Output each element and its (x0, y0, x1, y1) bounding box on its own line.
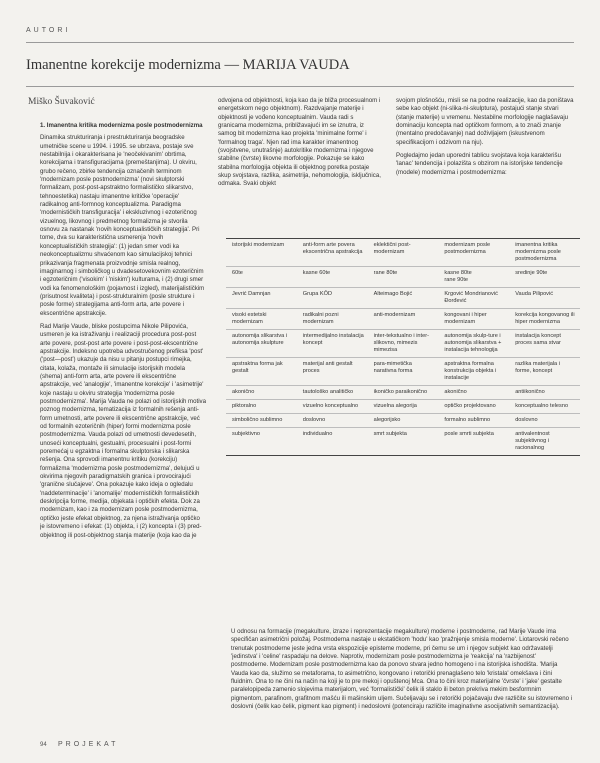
paragraph: U odnosu na formacije (megakulture, izraze i reprezentacije megakulture) moderne i postmoderne, rad Marije Vaude ima specifičan asimetrični položaj. Postmoderna nastaje u ekstatičkom 'hodu' kao 'pražnjenje smisla moderne'. Liotarovski rečeno trenutak postmoderne jeste jedna vrsta ekspozicije episteme moderne, pri čemu se um i njegov subjekt kao održavatelji 'jedinstva' i 'celine' raspadaju na delove. Naprotiv, modernizam posle postmodernizma je 'reakcija' na 'razbijenost' postmoderne. Modernizam posle postmodernizma kao da ponovo stvara jedno homogeno i na istorijska ishodišta. 'Marija Vauda kao da, služimo se metaforama, to asimetrično, kongovano i retorički prenaglašeno telo 'kristala' omekšava i čini fluidnim. Ona to ne čini na način na koji je to pre mekoj i opuštenoj Mca. Ona to čini kroz materijalne 'čvrste' i 'jake' gestalte paralelopipeda zamenio slojevima materijalom, već 'formalistički' čelik ili staklo ili beton prekriva mekim besformnim pigmentom, parafinom, grafitnom mašću ili mašinskim uljem. Sučeljavaju se i retorički pojačavaju dve različite su istovremeno i doslovni (čelik kao čelik, pigment kao pigment) i nedoslovni (potenciraju različite imaginativne asocijativnih semantizacija). (231, 628, 573, 711)
table-cell: intermedijalno instalacija koncept (297, 330, 368, 358)
table-cell: konceptualno telesno (509, 400, 580, 414)
table-cell: imanentna kritika modernizma posle postmodernizma (509, 239, 580, 267)
table-cell: kasne 60te (297, 267, 368, 288)
table-cell: akonično (438, 386, 509, 400)
table-cell: optičko projektovano (438, 400, 509, 414)
paragraph: svojom plošnošću, misli se na podne realizacije, kao da poništava sebe kao objekt (ni-slika-ni-skulptura), postajući stanje stvari (stanje materije) u vremenu. Nestabilne morfologije naglašavaju dominaciju koncepta nad optičkom formom, a to znači znanje (mentalno predočavanje) nad doživljajem (iskustvenom specifikacijom i odzivom na nju). (396, 97, 574, 146)
article-title: Imanentne korekcije modernizma — MARIJA VAUDA (26, 57, 350, 73)
table-cell: tautološko analitičko (297, 386, 368, 400)
table-cell: Vauda Pilipović (509, 288, 580, 309)
column-1 (40, 122, 206, 707)
table-cell: Krgović Mondrianović Đorđević (438, 288, 509, 309)
table-cell: vizuelna alegorija (368, 400, 439, 414)
table-cell: smrt subjekta (368, 428, 439, 456)
paragraph: Pogledajmo jedan uporedni tablicu svojstava koja karakterišu 'lanac' tendencija i polazišta s obzirom na istorijske tendencije (modele) modernizma i postmodernizma: (396, 152, 563, 176)
table-cell: Jevrić Damnjan (226, 288, 297, 309)
table-cell: individualno (297, 428, 368, 456)
table-cell: istorijski modernizam (226, 239, 297, 267)
table-row (226, 358, 580, 386)
comparison-table (226, 238, 580, 456)
table-cell: antivalentnost subjektivnog i racionalnog (509, 428, 580, 456)
magazine-name: PROJEKAT (58, 741, 119, 748)
paragraph: odvojena od objektnosti, koja kao da je bliža procesualnom i energetskom nego objektnom). Razdvajanje materije i objektnosti je vođeno konceptualnim. Vauda radi s granicama modernizma, približavajući im se iznutra, iz samog bit modernizma kao projekta 'minimalne forme' i 'formalnog traga'. Njen rad ima karakter imanentnog (svojstvene, unutrašnje) autokritike modernizma i njegove stabilne (čvrste) likovne morfologije. Pokazuje se kako stabilna morfologija objekta ili objektnog poretka postaje skup svojstava, razlika, asimetrija, nehomologija, isključnica, odmaka. Svaki objekt (218, 97, 381, 188)
table-cell: akonično (226, 386, 297, 400)
section-heading: 1. Imanentna kritika modernizma posle postmodernizma (40, 122, 203, 129)
table-cell: visoki estetski modernizam (226, 309, 297, 330)
table-row (226, 288, 580, 309)
table-cell: radikalni pozni modernizam (297, 309, 368, 330)
table-cell: ikoničko paraikonično (368, 386, 439, 400)
table-cell: Grupa KÔD (297, 288, 368, 309)
table-cell: modernizam posle postmodernizma (438, 239, 509, 267)
table-cell: vizuelno konceptualno (297, 400, 368, 414)
table-cell: razlika materijala i forme, koncept (509, 358, 580, 386)
table-cell: apstraktna formalna konstrukcija objekta i instalacije (438, 358, 509, 386)
table-row (226, 386, 580, 400)
table-row (226, 414, 580, 428)
column-3 (396, 97, 574, 237)
table-row (226, 400, 580, 414)
table-cell: antiikonično (509, 386, 580, 400)
table-cell: rane 80te (368, 267, 439, 288)
table-row (226, 330, 580, 358)
table-cell: anti-form arte povera ekscentrična apstrakcija (297, 239, 368, 267)
table-cell: doslovno (297, 414, 368, 428)
table-cell: Alteimago Bojić (368, 288, 439, 309)
paragraph: Rad Marije Vaude, bliske postupcima Nikole Pilipovića, usmeren je ka istraživanju i realizaciji procedura post-post arte povere, post-post arte povere i post-post-ekscentrične apstrakcije. Indeksno upotreba udvostručenog prefiksa 'post' ('post—post') ukazuje da nisu u pitanju postupci rimejka, citata, kolaža, montaže ili simulacije istorijskih modela (shema) anti-form arta, arte povere ili ekscentrične apstrakcije, već 'analogije', 'imanentne korekcije' i 'asimetrije' koje nastaju u okviru strategija 'modernizma posle postmodernizma'. Marija Vauda ne polazi od istorijskih motiva poznog modernizma, tematizacija iz formalnih rešenja anti-form umetnosti, arte povere ili ekscentrične apstrakcije, već od formalnih ezoteričnih (hiper) formi modernizma posle postmodernizma. Vauda polazi od umetnosti devedesetih, unoseći konceptualni, gestualni, procesualni i post-formi poremećaj u egzaktna i formalna skulptorska i slikarska rešenja. Ona sprovodi imanentnu kritiku (korekciju) formalizma 'modernizma posle postmodernizma', delujući u okvirima njegovih paradigmatskih granica i provocirajući 'granične slučajeve'. Ona pokazuje kako ideja o ogledalu 'naddeterminacije' i 'anomalije' modernističkih formalističkih deskripcija forme, medija, objekata i optičkih efekta. Dok za modernizam, kao i za modernizam posle postmodernizma, optičko jeste efekat objektnog, za njena istraživanja optičko je istovremeno i efekat: (1) objekta, i (2) koncepta i (3) pred-objektnog ili post-objektnog stanja materije (koja kao da je (40, 322, 206, 539)
table-row (226, 267, 580, 288)
table-cell: instalacija koncept proces sama stvar (509, 330, 580, 358)
table-cell: kasne 80te rane 90te (438, 267, 509, 288)
table-cell: simbolično sublimno (226, 414, 297, 428)
header-rule (26, 42, 574, 43)
title-rule (26, 86, 574, 87)
table-cell: korekcija kongovanog ili hiper modernizma (509, 309, 580, 330)
table-cell: subjektivno (226, 428, 297, 456)
column-2 (218, 97, 381, 237)
table-cell: sredinje 90te (509, 267, 580, 288)
table-row (226, 309, 580, 330)
paragraph: Dinamika strukturiranja i prestrukturiranja beogradske umetničke scene u 1994. i 1995. se ubrzava, postaje sve nestabilnija i okarakterisana je 'neočekivanim' obrtima, korekcijama i transfiguracijama (premeštanjima). U okviru, grubo rečeno, zbirke tendencija označenih terminom 'modernizam posle postmodernizma' (novi skulptorski formalizam, post-post-apstraktno formalističko slikarstvo, tehnoestetika) nastaju imanentne kritičke 'operacije' radikalnog anti-formnog konceptualizma. Paradigma 'modernističkih transfiguracija' i ekskluzivnog i ezoteričnog vizuelnog, likovnog i predmetnog formalizma je stvorila osnovu za nastanak 'novih konceptualističkih strategija'. Pri tome, dva su karakteristična usmerenja 'novih konceptualističkih strategija': (1) jedan smer vodi ka neokonceptualizmu shvaćenom kao simulacijskoj tehnici prikazivanja fragmenata proizvodnje smisla realnog, imaginarnog i simboličkog u dvadesetovekovnim ezoteričnim i egzoteričnim ('visokim' i 'niskim') kulturama, i (2) drugi smer vodi ka fenomenološkim (pojavnost i izgled), materijalističkim (prisutnost kvaliteta) i post-strukturalnim (posle strukture i posle forme) strategijama anti-form arta, arte povere i ekscentrične apstrakcije. (40, 134, 205, 317)
table-cell: autonomija slikarstva i autonomija skulpture (226, 330, 297, 358)
article-author: Miško Šuvaković (28, 97, 95, 107)
table-cell: materijal anti gestalt proces (297, 358, 368, 386)
table-cell: kongovani i hiper modernizam (438, 309, 509, 330)
table-cell: piktoralno (226, 400, 297, 414)
table-cell: inter-tekstualno i inter-slikovno, mimezis mimezisa (368, 330, 439, 358)
table-row (226, 239, 580, 267)
table-cell: 60te (226, 267, 297, 288)
page-number: 94 (40, 742, 47, 748)
section-label: AUTORI (26, 27, 71, 34)
table-cell: doslovno (509, 414, 580, 428)
table-cell: eklektični post-modernizam (368, 239, 439, 267)
table-cell: anti-modernizam (368, 309, 439, 330)
column-4 (231, 628, 573, 728)
table-cell: formalno sublimno (438, 414, 509, 428)
table-cell: para-mimetička narativna forma (368, 358, 439, 386)
table-row (226, 428, 580, 456)
table-cell: posle smrti subjekta (438, 428, 509, 456)
table-cell: autonomija skulp-ture i autonomija slikarstva + instalacija tehnologija (438, 330, 509, 358)
table-cell: apstraktna forma jak gestalt (226, 358, 297, 386)
table-cell: alegorijsko (368, 414, 439, 428)
